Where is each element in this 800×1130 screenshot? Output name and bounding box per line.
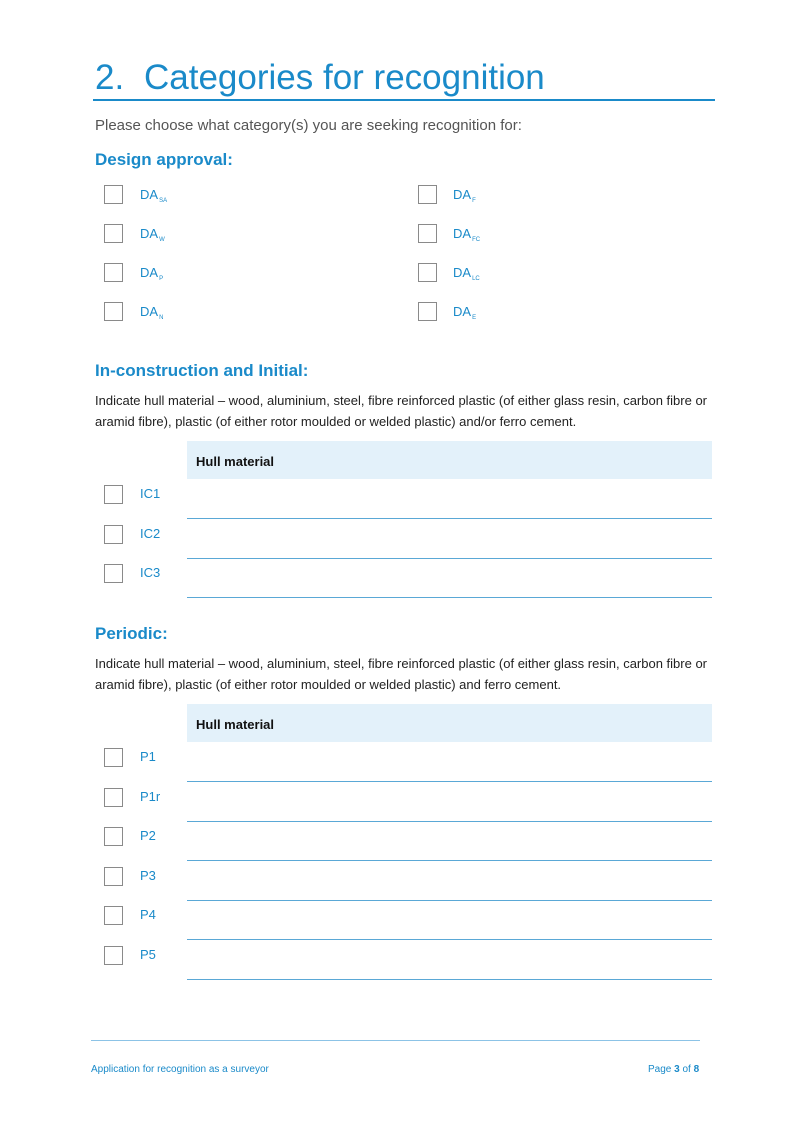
da-option-sub: FC	[472, 237, 481, 243]
ic-hull-material-line[interactable]	[187, 597, 712, 598]
da-option-label	[453, 187, 476, 202]
da-option-sub: SA	[159, 198, 168, 204]
da-option-sub: P	[159, 276, 164, 282]
da-option-sub: N	[159, 315, 164, 321]
p-label: P2	[140, 828, 156, 843]
ic-checkbox[interactable]	[104, 564, 123, 583]
section-title: Categories for recognition	[144, 58, 545, 97]
da-option-base: DA	[453, 304, 472, 319]
da-right-checkbox[interactable]	[418, 302, 437, 321]
da-option-sub: W	[159, 237, 165, 243]
da-option-base: DA	[453, 187, 472, 202]
in-construction-description	[95, 390, 725, 432]
page-label: Page	[648, 1064, 672, 1075]
in-construction-description-line: Indicate hull material – wood, aluminium, steel, fibre reinforced plastic (of either glass resin, carbon fibre or	[95, 393, 708, 408]
ic-hull-material-line[interactable]	[187, 558, 712, 559]
footer-divider	[91, 1040, 700, 1041]
da-option-label	[140, 304, 163, 319]
da-option-label	[453, 304, 476, 319]
da-option-label	[140, 226, 165, 241]
ic-hull-material-line[interactable]	[187, 518, 712, 519]
da-option-sub: E	[472, 315, 477, 321]
p-hull-material-line[interactable]	[187, 979, 712, 980]
design-approval-heading: Design approval:	[95, 150, 233, 169]
da-left-checkbox[interactable]	[104, 263, 123, 282]
page-total: 8	[693, 1064, 700, 1075]
intro-text: Please choose what category(s) you are seeking recognition for:	[95, 117, 522, 134]
p-label: P1r	[140, 788, 161, 804]
da-right-checkbox[interactable]	[418, 263, 437, 282]
da-right-checkbox[interactable]	[418, 185, 437, 204]
p-checkbox[interactable]	[104, 748, 123, 767]
p-label: P5	[140, 946, 156, 962]
page-of: of	[682, 1064, 691, 1075]
ic-hull-material-header-label: Hull material	[196, 454, 275, 469]
p-hull-material-line[interactable]	[187, 860, 712, 861]
p-hull-material-line[interactable]	[187, 781, 712, 782]
p-label: P3	[140, 867, 156, 883]
da-option-label	[140, 187, 167, 202]
da-option-base: DA	[140, 265, 159, 280]
p-hull-material-header-label: Hull material	[196, 717, 275, 732]
da-option-label	[140, 265, 163, 280]
p-hull-material-line[interactable]	[187, 900, 712, 901]
periodic-description	[95, 653, 725, 695]
ic-checkbox[interactable]	[104, 525, 123, 544]
da-option-sub: F	[472, 198, 476, 204]
title-divider	[93, 99, 715, 101]
p-checkbox[interactable]	[104, 946, 123, 965]
da-option-base: DA	[140, 304, 159, 319]
periodic-description-line: aramid fibre), plastic (of either rotor moulded or welded plastic) and ferro cement.	[95, 677, 562, 692]
page-indicator	[648, 1064, 699, 1075]
periodic-heading: Periodic:	[95, 624, 168, 643]
da-right-checkbox[interactable]	[418, 224, 437, 243]
in-construction-heading: In-construction and Initial:	[95, 361, 309, 380]
p-checkbox[interactable]	[104, 827, 123, 846]
p-checkbox[interactable]	[104, 906, 123, 925]
footer-document-title: Application for recognition as a surveyor	[91, 1064, 269, 1075]
p-label: P1	[140, 749, 156, 764]
da-left-checkbox[interactable]	[104, 185, 123, 204]
da-option-sub: LC	[472, 276, 480, 282]
page-title	[95, 58, 545, 98]
p-checkbox[interactable]	[104, 788, 123, 807]
ic-checkbox[interactable]	[104, 485, 123, 504]
ic-label: IC1	[140, 486, 161, 501]
p-label: P4	[140, 907, 156, 922]
ic-label: IC3	[140, 565, 161, 580]
da-option-label	[453, 226, 480, 241]
p-checkbox[interactable]	[104, 867, 123, 886]
da-left-checkbox[interactable]	[104, 224, 123, 243]
da-option-label	[453, 265, 480, 280]
ic-label: IC2	[140, 525, 161, 541]
p-hull-material-header	[187, 704, 712, 742]
da-option-base: DA	[453, 226, 472, 241]
in-construction-description-line: aramid fibre), plastic (of either rotor moulded or welded plastic) and/or ferro cement.	[95, 414, 577, 429]
p-hull-material-line[interactable]	[187, 821, 712, 822]
ic-hull-material-header	[187, 441, 712, 479]
da-left-checkbox[interactable]	[104, 302, 123, 321]
section-number: 2.	[95, 58, 125, 97]
page-current: 3	[674, 1064, 680, 1075]
da-option-base: DA	[140, 187, 159, 202]
periodic-description-line: Indicate hull material – wood, aluminium, steel, fibre reinforced plastic (of either glass resin, carbon fibre or	[95, 656, 708, 671]
p-hull-material-line[interactable]	[187, 939, 712, 940]
da-option-base: DA	[453, 265, 472, 280]
da-option-base: DA	[140, 226, 159, 241]
